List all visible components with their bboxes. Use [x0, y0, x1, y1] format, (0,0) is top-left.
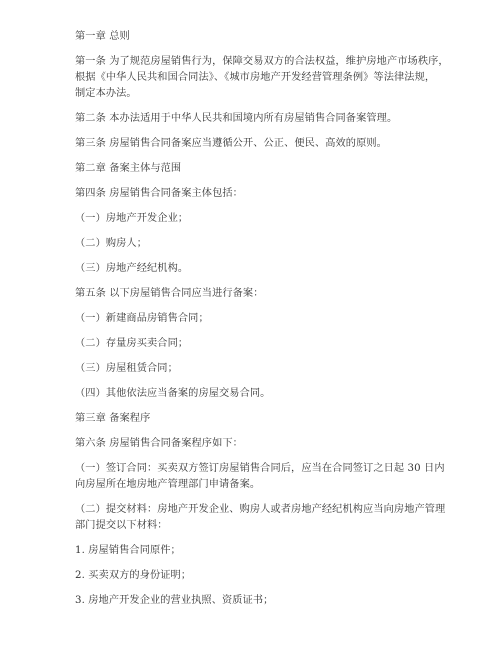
article-text: 根据《中华人民共和国合同法》、《城市房地产开发经营管理条例》等法律法规，	[75, 72, 436, 83]
list-item: （三）房屋租赁合同；	[75, 363, 178, 374]
list-item: 向房屋所在地房地产管理部门申请备案。	[75, 479, 261, 490]
article-text: 第二条 本办法适用于中华人民共和国境内所有房屋销售合同备案管理。	[75, 113, 398, 124]
numbered-item: 2. 买卖双方的身份证明；	[75, 570, 192, 581]
article-text: 第一条 为了规范房屋销售行为，保障交易双方的合法权益，维护房地产市场秩序，	[75, 56, 449, 67]
list-item: （一）房地产开发企业；	[75, 213, 189, 224]
article-text: 第六条 房屋销售合同备案程序如下：	[75, 438, 243, 449]
chapter-heading: 第三章 备案程序	[75, 413, 151, 424]
chapter-heading: 第二章 备案主体与范围	[75, 163, 182, 174]
list-item: （二）存量房买卖合同；	[75, 338, 189, 349]
list-item: （三）房地产经纪机构。	[75, 263, 189, 274]
article-text: 制定本办法。	[75, 88, 137, 99]
article-text: 第三条 房屋销售合同备案应当遵循公开、公正、便民、高效的原则。	[75, 138, 387, 149]
chapter-heading: 第一章 总则	[75, 31, 130, 42]
article-text: 第五条 以下房屋销售合同应当进行备案：	[75, 288, 264, 299]
list-item: （二）购房人；	[75, 238, 148, 249]
numbered-item: 1. 房屋销售合同原件；	[75, 545, 181, 556]
list-item: （二）提交材料：房地产开发企业、购房人或者房地产经纪机构应当向房地产管理	[75, 504, 446, 515]
list-item: （一）签订合同：买卖双方签订房屋销售合同后，应当在合同签订之日起 30 日内	[75, 463, 445, 474]
list-item: （四）其他依法应当备案的房屋交易合同。	[75, 388, 271, 399]
numbered-item: 3. 房地产开发企业的营业执照、资质证书；	[75, 595, 274, 606]
list-item: （一）新建商品房销售合同；	[75, 313, 209, 324]
article-text: 第四条 房屋销售合同备案主体包括：	[75, 188, 243, 199]
list-item: 部门提交以下材料：	[75, 520, 168, 531]
